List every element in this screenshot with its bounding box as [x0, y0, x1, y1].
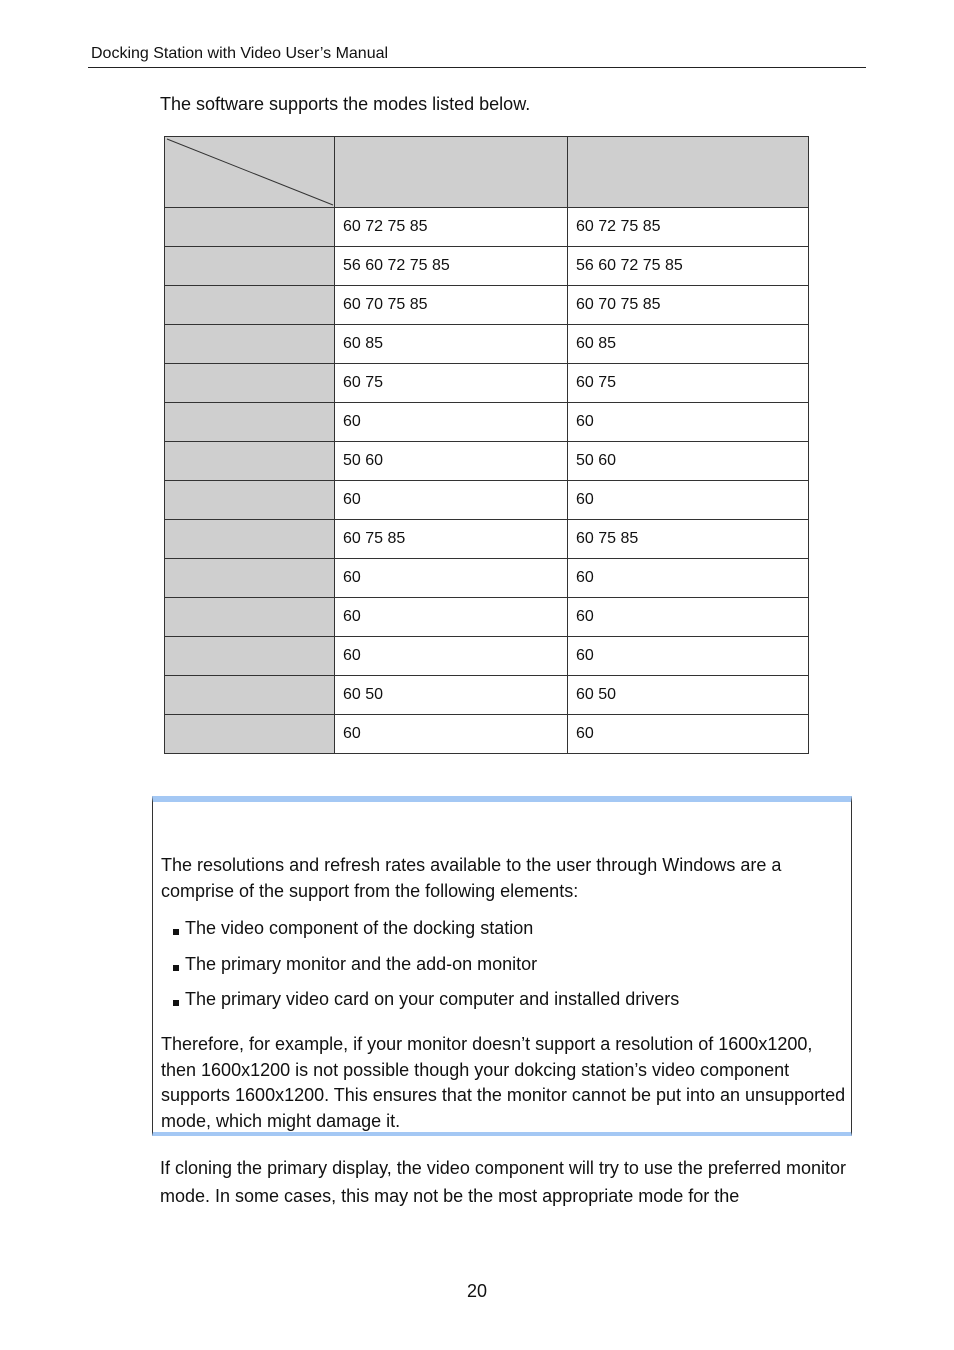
bullet-icon: [173, 929, 179, 935]
table-row: [165, 559, 809, 598]
table-header-row: [165, 137, 809, 208]
table-row: [165, 598, 809, 637]
row-header-cell: [165, 442, 335, 481]
table-cell: 60 70 75 85: [568, 286, 809, 325]
note-bullet-list: [173, 918, 679, 1025]
table-row: [165, 247, 809, 286]
table-row: [165, 364, 809, 403]
table-cell: 56 60 72 75 85: [568, 247, 809, 286]
table-row: [165, 481, 809, 520]
bullet-icon: [173, 1000, 179, 1006]
bullet-icon: [173, 965, 179, 971]
table-cell: 60: [335, 715, 568, 754]
note-paragraph-1: The resolutions and refresh rates available to the user through Windows are a comprise of the support from the following elements:: [161, 855, 782, 901]
table-row: [165, 208, 809, 247]
table-cell: 60 75 85: [335, 520, 568, 559]
table-row: [165, 520, 809, 559]
list-item-text: The video component of the docking station: [185, 918, 534, 938]
table-cell: 60 70 75 85: [335, 286, 568, 325]
running-header: Docking Station with Video User’s Manual: [91, 45, 389, 62]
table-cell: 60: [335, 559, 568, 598]
row-header-cell: [165, 247, 335, 286]
table-cell: 50 60: [568, 442, 809, 481]
table-cell: 60: [568, 715, 809, 754]
table-cell: 60: [568, 598, 809, 637]
list-item-text: The primary monitor and the add-on monitor: [185, 953, 538, 974]
diagonal-divider: [165, 137, 335, 207]
table-cell: 60 75: [568, 364, 809, 403]
table-cell: 60 72 75 85: [335, 208, 568, 247]
table-cell: 60 72 75 85: [568, 208, 809, 247]
table-cell: 60: [568, 403, 809, 442]
column-header-1: [335, 137, 568, 208]
table-row: [165, 676, 809, 715]
note-paragraph-2: Therefore, for example, if your monitor doesn’t support a resolution of 1600x1200, then 1600x1200 is not possible though your dokcing station’s video component supports 1600x1200. This ensures that the monitor cannot be put into an unsupported mode, which might damage it.: [161, 1034, 846, 1131]
note-box: [152, 796, 852, 1136]
row-header-cell: [165, 637, 335, 676]
table-row: [165, 325, 809, 364]
row-header-cell: [165, 208, 335, 247]
row-header-cell: [165, 286, 335, 325]
table-cell: 60: [335, 598, 568, 637]
page-number: 20: [466, 1281, 488, 1301]
table-cell: 60: [335, 637, 568, 676]
corner-header-cell: [165, 137, 335, 208]
table-row: [165, 442, 809, 481]
table-row: [165, 637, 809, 676]
table-cell: 50 60: [335, 442, 568, 481]
table-row: [165, 286, 809, 325]
row-header-cell: [165, 559, 335, 598]
table-cell: 60: [335, 403, 568, 442]
list-item: [173, 954, 679, 990]
table-cell: 60 50: [335, 676, 568, 715]
table-row: [165, 715, 809, 754]
row-header-cell: [165, 481, 335, 520]
list-item: [173, 989, 679, 1025]
row-header-cell: [165, 520, 335, 559]
table-cell: 60: [568, 637, 809, 676]
list-item-text: The primary video card on your computer and installed drivers: [185, 989, 680, 1009]
column-header-2: [568, 137, 809, 208]
row-header-cell: [165, 676, 335, 715]
table-cell: 60 75 85: [568, 520, 809, 559]
row-header-cell: [165, 715, 335, 754]
body-paragraph: If cloning the primary display, the video component will try to use the preferred monitor mode. In some cases, this may not be the most appropriate mode for the: [160, 1158, 846, 1206]
row-header-cell: [165, 325, 335, 364]
table-row: [165, 403, 809, 442]
table-cell: 60: [335, 481, 568, 520]
intro-text: The software supports the modes listed below.: [160, 94, 531, 114]
table-cell: 60: [568, 481, 809, 520]
table-cell: 60 50: [568, 676, 809, 715]
table-cell: 60 85: [568, 325, 809, 364]
table-cell: 56 60 72 75 85: [335, 247, 568, 286]
header-rule: [88, 67, 866, 68]
list-item: [173, 918, 679, 954]
row-header-cell: [165, 403, 335, 442]
row-header-cell: [165, 598, 335, 637]
table-cell: 60 85: [335, 325, 568, 364]
row-header-cell: [165, 364, 335, 403]
modes-table: [164, 136, 809, 754]
table-cell: 60: [568, 559, 809, 598]
table-cell: 60 75: [335, 364, 568, 403]
